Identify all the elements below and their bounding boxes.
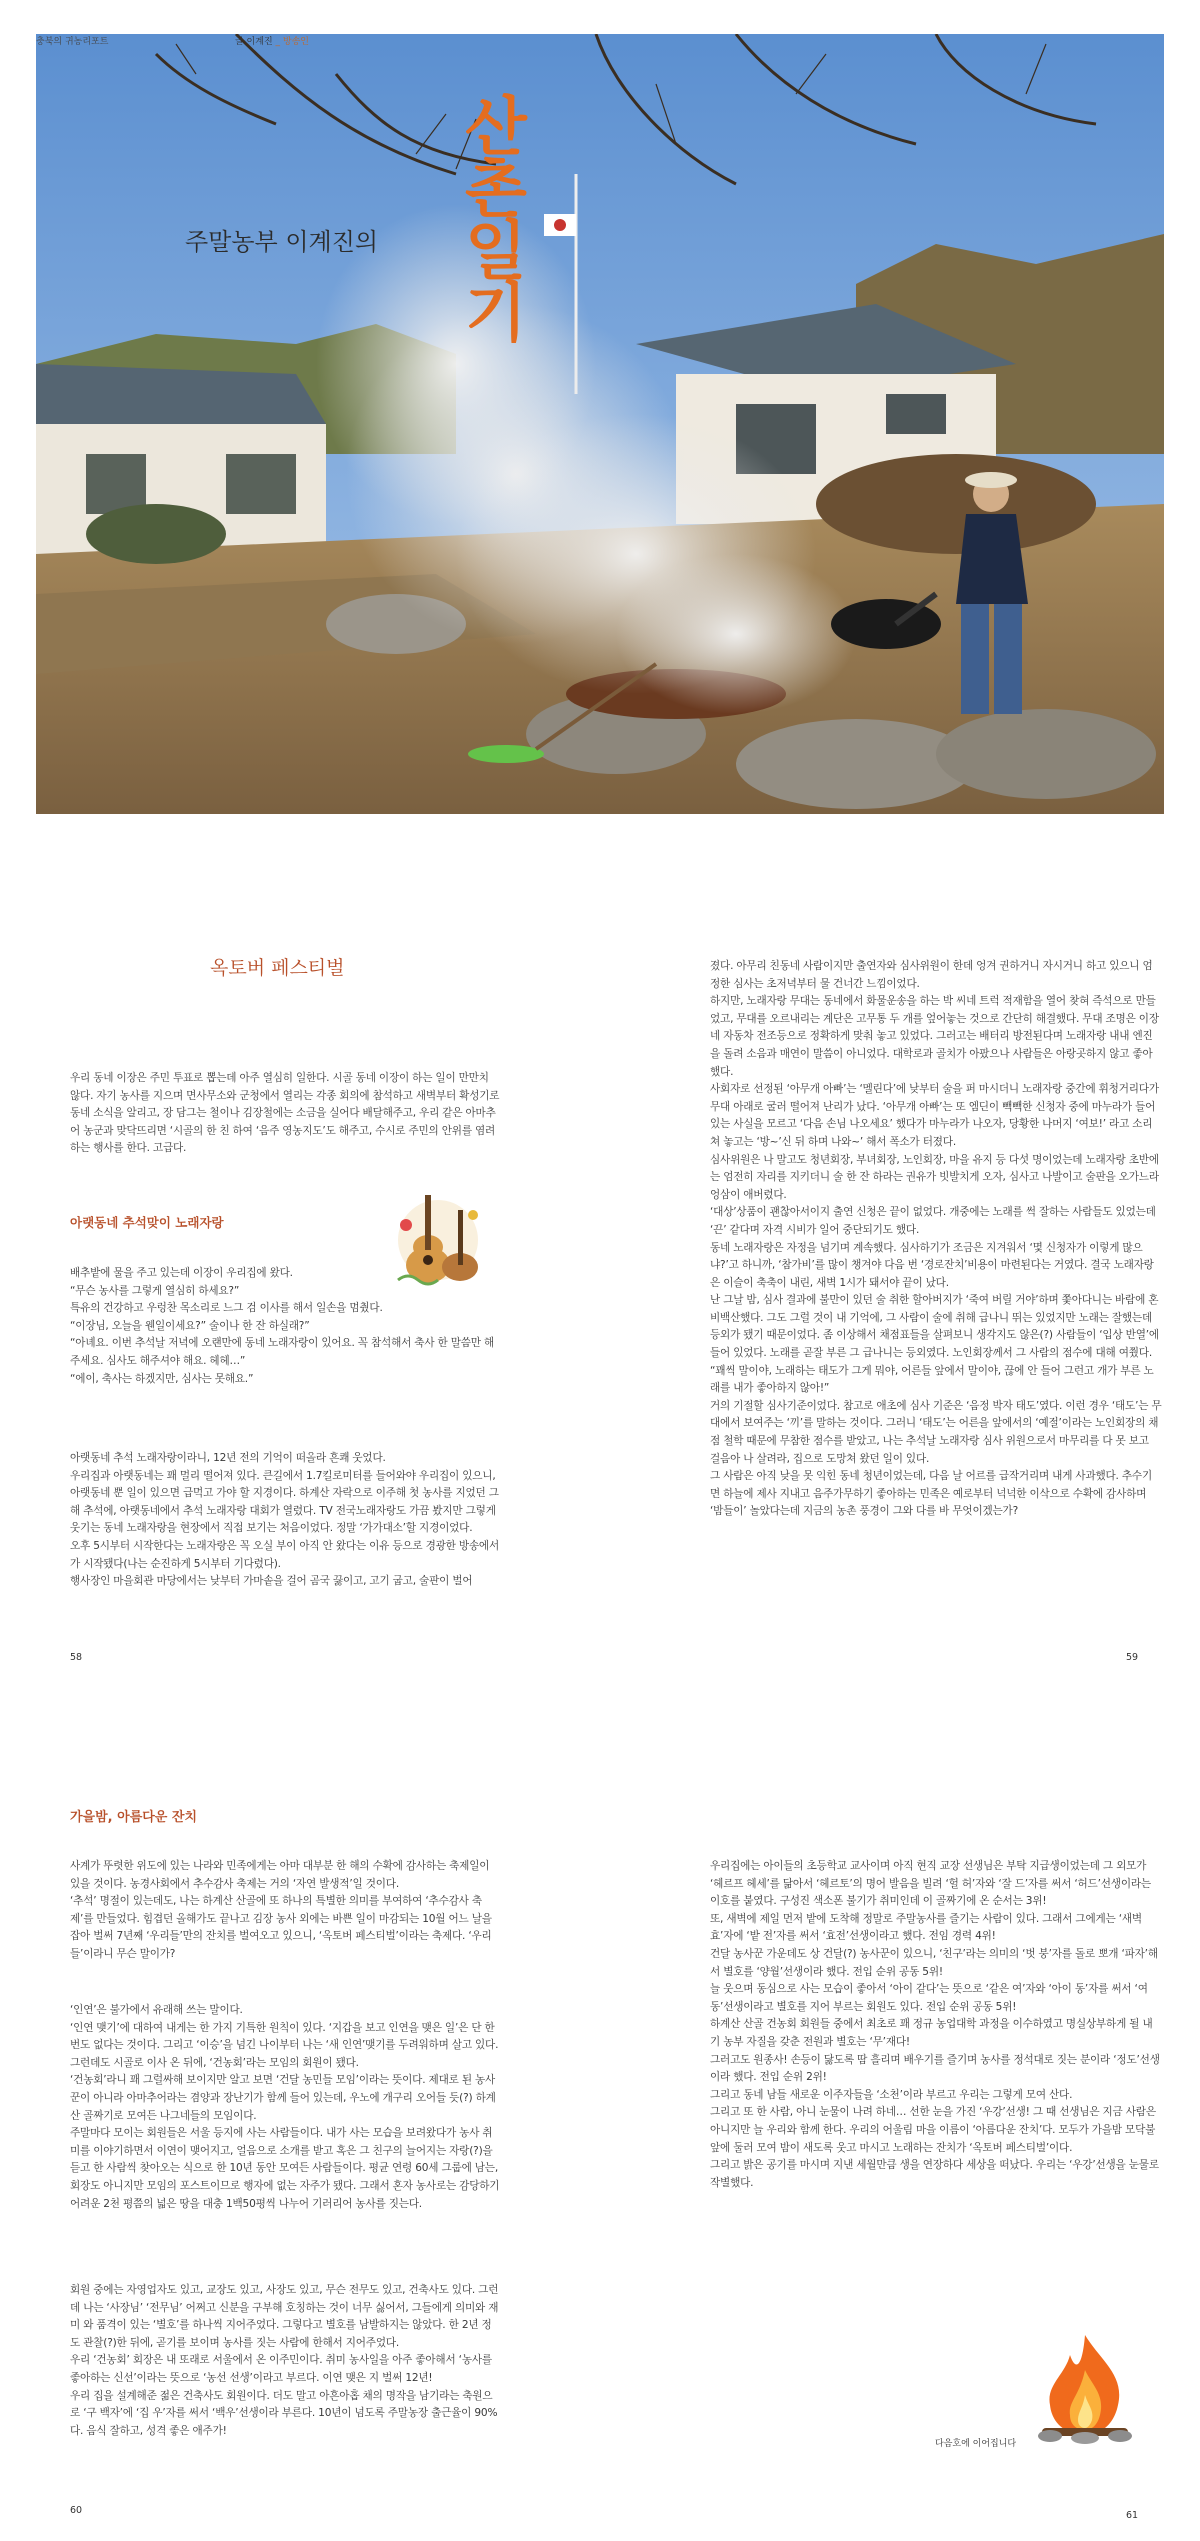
section-title-autumn-feast: 가을밤, 아름다운 잔치 <box>70 1810 198 1825</box>
paragraph: 하지만, 노래자랑 무대는 동네에서 화물운송을 하는 박 씨네 트럭 적재함을 열어 찾혀 즉석으로 만들었고, 무대를 오르내리는 계단은 고무통 두 개를 엎어놓는 것으로 간단히 해결했다. 무대 조명은 이장네 자동차 전조등으로 정확하게 맞춰 놓고 있었다. 그러고는 배터리 방전된다며 노래자랑 내내 엔진을 돌려 소음과 매연이 말씀이 아니었다. 대학로과 골치가 아팠으나 사람들은 아랑곳하지 않고 좋아했다. <box>710 995 1159 1078</box>
subheading-song-contest: 아랫동네 추석맞이 노래자랑 <box>70 1215 224 1230</box>
paragraph: “에이, 축사는 하겠지만, 심사는 못해요.” <box>70 1372 254 1385</box>
paragraph: ‘인연’은 불가에서 유래해 쓰는 말이다. <box>70 2004 243 2016</box>
paragraph: 또, 새벽에 제일 먼저 밭에 도착해 정말로 주말농사를 즐기는 사람이 있다. 그래서 그에게는 ‘새벽 효’자에 ‘밭 전’자를 써서 ‘효전’선생이라고 했다. 전임 경력 4위! <box>710 1912 1142 1943</box>
paragraph: 아랫동네 추석 노래자랑이라니, 12년 전의 기억이 떠올라 흔쾌 웃었다. <box>70 1452 386 1464</box>
title-main: 산촌일기 <box>465 90 527 351</box>
autumn-intro <box>70 1858 500 1964</box>
paragraph: “아녜요. 이번 추석날 저녁에 오랜만에 동네 노래자랑이 있어요. 꼭 참석해서 축사 한 말씀만 해주세요. 심사도 해주셔야 해요. 헤헤…” <box>70 1337 495 1367</box>
paragraph: 우리 동네 이장은 주민 투표로 뽑는데 아주 열심히 일한다. 시골 동네 이장이 하는 일이 만만치 않다. 자기 농사를 지으며 면사무소와 군청에서 열리는 각종 회의에 참석하고 새벽부터 확성기로 동네 소식을 알리고, 장 담그는 철이나 김장철에는 소금을 실어다 배달해주고, 우리 같은 아마추어 농군과 맞닥뜨리면 ‘시골의 한 친 하여 ‘음주 영농지도’도 해주고, 수시로 주민의 안위를 염려하는 행사를 한다. 고급다. <box>70 1072 500 1155</box>
paragraph: 그러고도 원종사! 손등이 닳도록 땀 흘리며 배우기를 즐기며 농사를 정석대로 짓는 분이라 ‘정도’선생이라 했다. 전입 순위 2위! <box>710 2053 1160 2084</box>
campfire-icon <box>1030 2330 1140 2445</box>
paragraph: 하계산 산골 건농회 회원들 중에서 최초로 꽤 정규 농업대학 과정을 이수하였고 명실상부하게 될 내기 농부 자질을 갖춘 전원과 별호는 ‘무’재다! <box>710 2018 1153 2048</box>
paragraph: 행사장인 마을회관 마당에서는 낮부터 가마솥을 걸어 곰국 끓이고, 고기 굽고, 술판이 벌어 <box>70 1575 473 1588</box>
paragraph: 그리고 밝은 공기를 마시며 지낸 세월만큼 생을 연장하다 세상을 떠났다. 우리는 ‘우강’선생을 눈물로 작별했다. <box>710 2159 1159 2189</box>
paragraph: 그리고 동네 남들 새로운 이주자들을 ‘소천’이라 부르고 우리는 그렇게 모여 산다. <box>710 2088 1073 2101</box>
paragraph: 건달 농사꾼 가운데도 상 건달(?) 농사꾼이 있으니, ‘친구’라는 의미의 ‘벗 붕’자를 돌로 뽀개 ‘파자’해서 별호를 ‘양월’선생이라 했다. 전입 순위 공동 5위! <box>710 1947 1158 1978</box>
paragraph: “무슨 농사를 그렇게 열심히 하세요?” <box>70 1284 240 1297</box>
paragraph: “꽤씩 말이야, 노래하는 태도가 그게 뭐야, 어른들 앞에서 말이야, 끊에 안 들어 그런고 개가 부른 노래를 내가 좋아하지 않아!” <box>710 1364 1154 1395</box>
page-number: 60 <box>70 2505 83 2516</box>
article-title <box>185 90 527 351</box>
paragraph: ‘인연 맺기’에 대하여 내게는 한 가지 기특한 원칙이 있다. ‘지갑을 보고 인연을 맺은 일’은 단 한 번도 없다는 것이다. 그리고 ‘이승’을 넘긴 나이부터 나는 ‘새 인연’맺기를 두려워하며 살고 있다. 그런데도 시골로 이사 온 뒤에, ‘건농회’라는 모임의 회원이 됐다. <box>70 2021 499 2069</box>
paragraph: 늘 웃으며 동심으로 사는 모습이 좋아서 ‘아이 같다’는 뜻으로 ‘같은 여’자와 ‘아이 동’자를 써서 ‘여동’선생이라고 별호를 지어 부르는 회원도 있다. 전입 순위 공동 5위! <box>710 1983 1148 2013</box>
intro-paragraph <box>70 1070 500 1158</box>
paragraph: 회원 중에는 자영업자도 있고, 교장도 있고, 사장도 있고, 무슨 전무도 있고, 건축사도 있다. 그런데 나는 ‘사장님’ ‘전무님’ 어쩌고 신분을 구부해 호칭하는 것이 너무 싫어서, 그들에게 의미와 재미 와 품격이 있는 ‘별호’를 하나씩 지어주었다. 그렇다고 별호를 남발하지는 않았다. 한 2년 정도 관찰(?)한 뒤에, 곧기를 보이며 농사를 짓는 사람에 한해서 지어주었다. <box>70 2284 499 2349</box>
paragraph: ‘대상’상품이 괜찮아서이지 출연 신청은 끝이 없었다. 개중에는 노래를 썩 잘하는 사람들도 있었는데 ‘끈’ 같다며 자격 시비가 일어 중단되기도 했다. <box>710 1206 1156 1236</box>
paragraph: 우리집과 아랫동네는 꽤 멀리 떨어져 있다. 큰길에서 1.7킬로미터를 들어와야 우리집이 있으니, 아랫동네 뿐 일이 있으면 급먹고 가야 할 지경이다. 하계산 자락으로 이주해 첫 농사를 지었던 그해 추석에, 아랫동네에서 추석 노래자랑 대회가 열렸다. TV 전국노래자랑도 가끔 봤지만 그렇게 웃기는 동네 노래자랑을 현장에서 직접 보기는 처음이었다. 정말 ‘가가대소’할 지경이었다. <box>70 1469 499 1535</box>
continued-caption: 다음호에 이어집니다 <box>935 2439 1017 2449</box>
author-name: 글 이계진 <box>235 37 273 47</box>
author-role: _ 방송인 <box>275 37 309 47</box>
series-label: 충북의 귀농리포트 <box>36 37 109 47</box>
paragraph: ‘추석’ 명절이 있는데도, 나는 하계산 산골에 또 하나의 특별한 의미를 부여하여 ‘추수감사 축제’를 만들었다. 힘겹던 올해가도 끝나고 김장 농사 외에는 바쁜 일이 마감되는 10월 어느 날을 잡아 벌써 7년째 ‘우리들’만의 잔치를 벌여오고 있으니, ‘옥토버 페스티벌’이라는 축제다. ‘우리들’이라니 무슨 말이가? <box>70 1895 492 1960</box>
page-number: 58 <box>70 1652 83 1663</box>
paragraph: 사회자로 선정된 ‘아무개 아빠’는 ‘멜린다’에 낮부터 술을 퍼 마시더니 노래자랑 중간에 휘청거리다가 무대 아래로 굴러 떨어져 난리가 났다. ‘아무개 아빠’는 또 엠딘이 빽빽한 신청자 중에 마누라가 들어 있는 사실을 모르고 ‘다음 손님 나오세요’ 했다가 마누라가 나오자, 당황한 나머지 ‘여보!’ 라고 소리쳐 놓고는 ‘방~’신 뒤 하며 나와~’ 해서 폭소가 터졌다. <box>710 1083 1159 1148</box>
paragraph: 졌다. 아무리 친동네 사람이지만 출연자와 심사위원이 한데 엉겨 권하거니 자시거니 하고 있으니 엄정한 심사는 초저녁부터 물 건너간 느낌이었다. <box>710 960 1153 990</box>
paragraph: 오후 5시부터 시작한다는 노래자랑은 꼭 오실 부이 아직 안 왔다는 이유 등으로 경광한 방송에서가 시작됐다(나는 순진하게 5시부터 기다렸다). <box>70 1539 499 1570</box>
song-contest-story <box>70 1450 500 1591</box>
gunnonghoe-story <box>70 2002 500 2213</box>
hero-photo <box>36 34 1164 814</box>
page-number: 61 <box>1126 2510 1139 2521</box>
paragraph: “이장님, 오늘을 웬일이세요?” 술이나 한 잔 하실래?” <box>70 1319 310 1332</box>
paragraph: 우리 ‘건농회’ 회장은 내 또래로 서울에서 온 이주민이다. 취미 농사일을 아주 좋아해서 ‘농사를 좋아하는 신선’이라는 뜻으로 ‘농선 선생’이라고 부르다. 이연 맺은 지 벌써 12년! <box>70 2354 492 2384</box>
paragraph: ‘건농회’라니 꽤 그럴싸해 보이지만 알고 보면 ‘건달 농민들 모임’이라는 뜻이다. 제대로 된 농사꾼이 아니라 아마추어라는 겸양과 장난기가 함께 들어 있는데, 우노에 개구리 오어들 듯(?) 하계산 골짜기로 모여든 나그네들의 모임이다. <box>70 2074 496 2122</box>
paragraph: 특유의 건강하고 우렁찬 목소리로 느그 검 이사를 해서 일손을 멈췄다. <box>70 1302 383 1315</box>
paragraph: 우리 집을 설계해준 젊은 건축사도 회원이다. 더도 말고 아흔아홉 채의 명작을 남기라는 축원으로 ‘구 백자’에 ‘집 우’자를 써서 ‘백우’선생이라 부른다. 10년이 넘도록 주말농장 출근율이 90%다. 음식 잘하고, 성격 좋은 애주가! <box>70 2389 498 2437</box>
paragraph: 동네 노래자랑은 자정을 넘기며 계속했다. 심사하기가 조금은 지겨워서 ‘몇 신청자가 이렇게 많으냐?’고 하니까, ‘참가비’를 많이 챙겨야 다음 번 ‘경로잔치’비용이 마련된다는 거였다. 결국 노래자랑은 이슬이 축축이 내린, 새벽 1시가 돼서야 끝이 났다. <box>710 1241 1154 1289</box>
author-line <box>235 34 309 47</box>
paragraph: 그 사람은 아직 낮을 못 익힌 동네 청년이었는데, 다음 날 어르를 급작거리며 내게 사과했다. 추수기면 하늘에 제사 지내고 음주가무하기 좋아하는 민족은 예로부터 넉넉한 이삭으로 수확에 감사하며 ‘밤들이’ 놀았다는데 지금의 농촌 풍경이 그와 다를 바 무엇이겠는가? <box>710 1470 1152 1518</box>
title-subtitle: 주말농부 이계진의 <box>185 228 379 256</box>
member-nicknames <box>70 2282 500 2440</box>
paragraph: 배추밭에 물을 주고 있는데 이장이 우리집에 왔다. <box>70 1267 293 1279</box>
paragraph: 난 그날 밤, 심사 결과에 불만이 있던 술 취한 할아버지가 ‘죽여 버릴 거야’하며 쫓아다니는 바람에 혼비백산했다. 그도 그럴 것이 내 기억에, 그 사람이 술에 취해 급나니 뛰는 있었지만 노래는 잘했는데 등외가 됐기 때문이었다. 좀 이상해서 채점표들을 살펴보니 생각지도 않은(?) 사람들이 ‘입상 반열’에 들어 있었다. 노래를 곧잘 부른 그 급나니는 등외였다. 노인회장께서 그 사람의 점수에 대해 여쭸다. <box>710 1294 1159 1360</box>
right-column-spread2 <box>710 1858 1162 2192</box>
paragraph: 거의 기절할 심사기준이었다. 참고로 애초에 심사 기준은 ‘음정 박자 태도’였다. 이런 경우 ‘태도’는 무대에서 보여주는 ‘끼’를 말하는 것이다. 그러니 ‘태도’는 어른을 앞에서의 ‘예절’이라는 노인회장의 채점 철학 때문에 무참한 점수를 받았고, 나는 추석날 노래자랑 심사 위원으로서 마무리를 다 못 보고 걸음아 나 살려라, 집으로 도망쳐 왔던 일이 있다. <box>710 1399 1162 1465</box>
right-column-spread1 <box>710 958 1162 1521</box>
paragraph: 심사위원은 나 말고도 청년회장, 부녀회장, 노인회장, 마을 유지 등 다섯 명이었는데 노래자랑 초반에는 엄전히 자리를 지키더니 술 한 잔 하라는 권유가 빗발치게 오자, 심사고 나발이고 술판을 오가느라 엉삼이 애버렸다. <box>710 1153 1159 1201</box>
paragraph: 주말마다 모이는 회원들은 서울 등지에 사는 사람들이다. 내가 사는 모습을 보려왔다가 농사 취미를 이야기하면서 이연이 맺어지고, 얼음으로 소개를 받고 혹은 그 친구의 늘어지는 자랑(?)을 듣고 한 사람씩 찾아오는 식으로 한 10년 동안 모여든 사람들이다. 평균 연령 60세 그룹에 남는, 회장도 아니지만 모임의 포스트이므로 행자에 없는 자주가 됐다. 그래서 혼자 농사로는 감당하기 어려운 2천 평쯤의 넓은 땅을 대충 1백50평씩 나누어 기러리어 농사를 짓는다. <box>70 2127 500 2210</box>
burning-leaves-photo <box>36 34 1164 814</box>
section-title-october-festival: 옥토버 페스티벌 <box>210 957 345 979</box>
paragraph: 그리고 또 한 사람, 아니 눈물이 나려 하네… 선한 눈을 가진 ‘우강’선생! 그 때 선생님은 지금 사람은 아니지만 늘 우리와 함께 한다. 우리의 어울림 마을 이름이 ‘아름다운 잔치’다. 모두가 가을밤 모닥불 앞에 둘러 모여 밤이 새도록 웃고 마시고 노래하는 잔치가 ‘옥토버 페스티벌’이다. <box>710 2106 1156 2154</box>
page-number: 59 <box>1126 1652 1139 1663</box>
paragraph: 우리집에는 아이들의 초등학교 교사이며 아직 현직 교장 선생님은 부탁 지급생이었는데 그 외모가 ‘헤르프 헤세’를 닮아서 ‘헤르토’의 명어 발음을 빌려 ‘헐 허’자와 ‘잘 드’자를 써서 ‘허드’선생이라는 이호를 붙였다. 구성진 색소폰 불기가 취미인데 이 골짜기에 온 순서는 3위! <box>710 1860 1151 1908</box>
paragraph: 사계가 뚜렷한 위도에 있는 나라와 민족에게는 아마 대부분 한 해의 수확에 감사하는 축제일이 있을 것이다. 농경사회에서 추수감사 축제는 거의 ‘자연 발생적’일 것이다. <box>70 1860 490 1890</box>
song-contest-dialogue <box>70 1265 500 1388</box>
